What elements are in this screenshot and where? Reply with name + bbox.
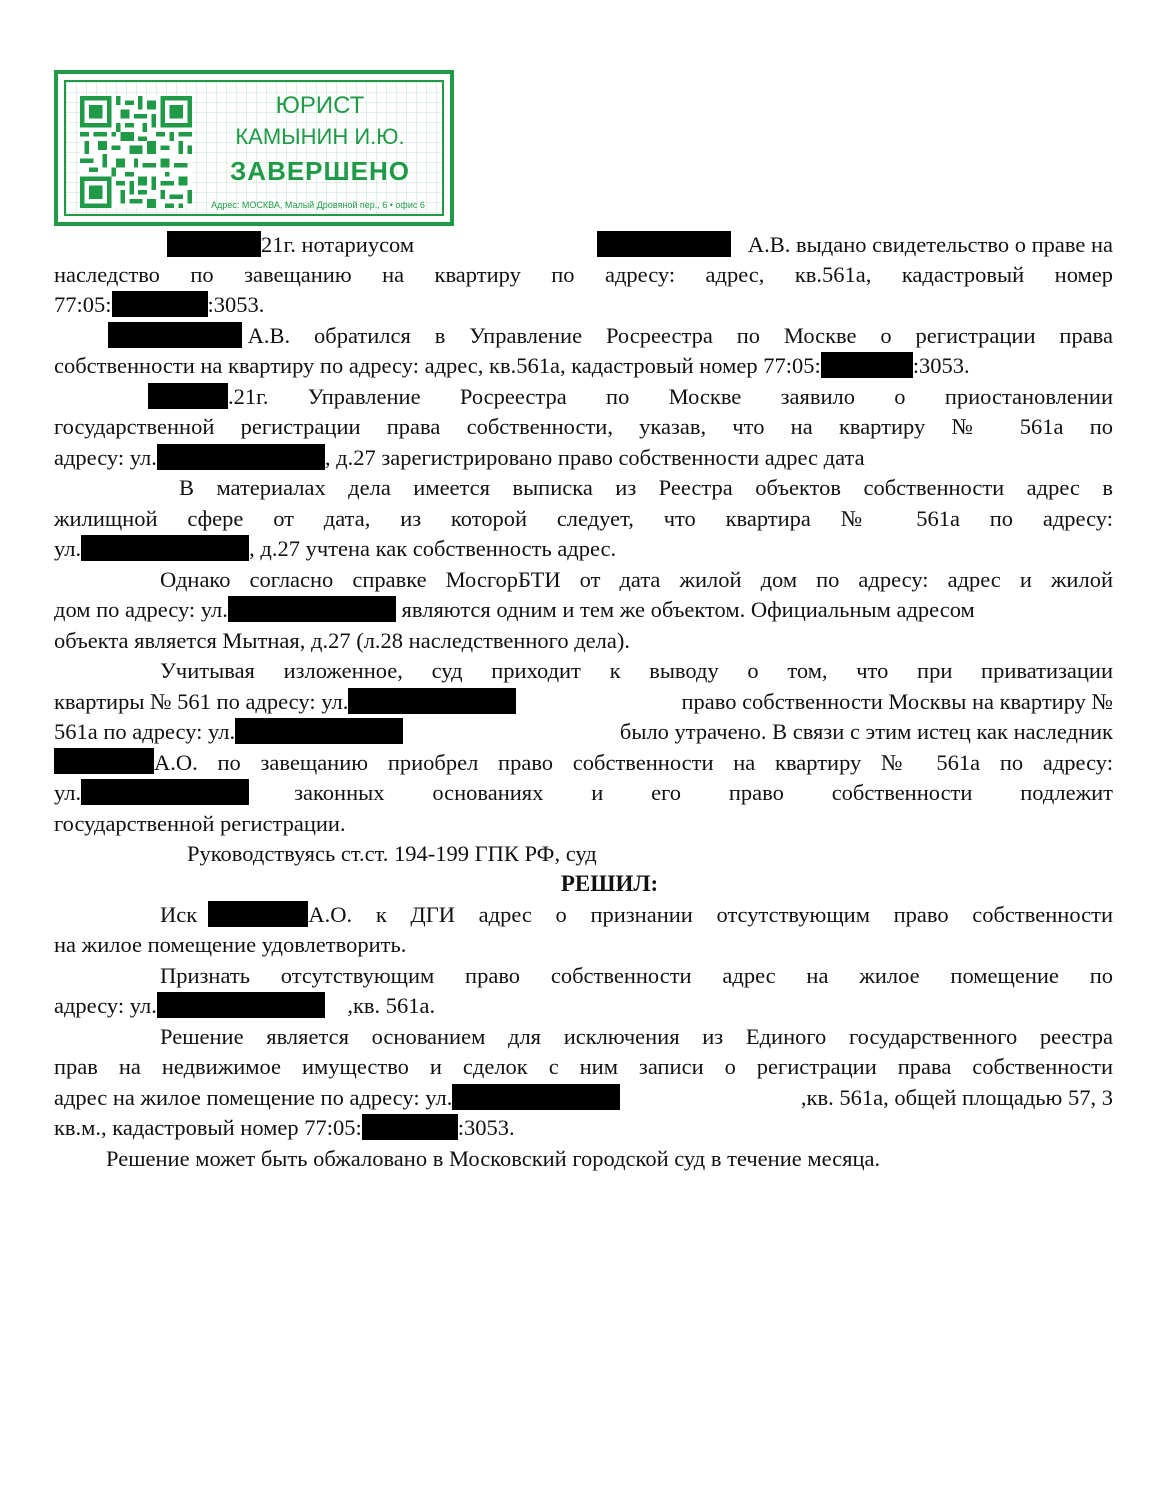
redaction (157, 992, 325, 1018)
text-segment: адресу: ул. (54, 993, 157, 1018)
text-segment: 21г. нотариусом (261, 232, 415, 257)
paragraph-10-line-4 (54, 1113, 1113, 1143)
redaction (208, 901, 308, 927)
paragraph-4-line-3 (54, 534, 1113, 564)
paragraph-10-line-2: прав на недвижимое имущество и сделок с ним записи о регистрации права собственности (54, 1054, 1113, 1079)
text-segment: 561а по адресу: ул. (54, 719, 236, 744)
stamp-name: КАМЫНИН И.Ю. (235, 124, 405, 149)
text-segment: дом по адресу: ул. (54, 597, 228, 622)
paragraph-2-line-1 (54, 321, 1113, 351)
paragraph-8-line-1 (54, 900, 1113, 930)
paragraph-10-line-3 (54, 1083, 1113, 1113)
text-segment: В материалах дела имеется выписка из Реестра объектов собственности адрес в (179, 475, 1113, 500)
text-segment: квартиры № 561 по адресу: ул. (54, 689, 349, 714)
redaction (597, 231, 731, 257)
text-segment: адресу: ул. (54, 445, 157, 470)
text-segment: :3053. (207, 292, 265, 317)
text-segment: Однако согласно справке МосгорБТИ от дата жилой дом по адресу: адрес и жилой (160, 567, 1113, 592)
redaction (821, 352, 913, 378)
redaction (54, 748, 154, 774)
redaction (348, 688, 516, 714)
redaction (167, 231, 261, 257)
text-segment: Признать отсутствующим право собственности адрес на жилое помещение по (160, 963, 1113, 988)
stamp-title: ЮРИСТ (275, 92, 365, 119)
paragraph-7: Руководствуясь ст.ст. 194-199 ГПК РФ, суд (187, 841, 597, 866)
text-segment: , д.27 зарегистрировано право собственности адрес дата (324, 445, 865, 470)
text-segment: Учитывая изложенное, суд приходит к выводу о том, что при приватизации (160, 658, 1113, 683)
text-segment: Решение является основанием для исключения из Единого государственного реестра (160, 1024, 1113, 1049)
redaction (157, 444, 325, 470)
stamp-status: ЗАВЕРШЕНО (230, 156, 410, 186)
text-segment: 77:05: (54, 292, 112, 317)
redaction (452, 1084, 620, 1110)
text-segment: А.О. по завещанию приобрел право собственности на квартиру № 561а по адресу: (154, 750, 1113, 775)
text-segment: :3053. (457, 1115, 515, 1140)
stamp-address: Адрес: МОСКВА, Малый Дровяной пер., 6 • офис 6 (211, 200, 425, 210)
text-segment: право собственности Москвы на квартиру № (681, 689, 1113, 714)
paragraph-9-line-1 (54, 961, 1113, 991)
text-segment: ,кв. 561а, общей площадью 57, 3 (800, 1085, 1113, 1110)
paragraph-6-line-2 (54, 687, 1113, 717)
redaction (228, 596, 396, 622)
decision-heading: РЕШИЛ: (560, 871, 659, 896)
stamp-grid (64, 80, 444, 216)
text-segment: было утрачено. В связи с этим истец как наследник (619, 719, 1113, 744)
qr-code-icon (80, 96, 192, 208)
redaction (81, 535, 249, 561)
text-segment: ,кв. 561а. (347, 993, 436, 1018)
text-segment: А.В. обратился в Управление Росреестра по Москве о регистрации права (247, 323, 1113, 348)
paragraph-2-line-2 (54, 351, 1113, 381)
paragraph-5-line-2 (54, 595, 1113, 625)
text-segment: адрес на жилое помещение по адресу: ул. (54, 1085, 453, 1110)
redaction (112, 291, 208, 317)
paragraph-6-line-4 (54, 748, 1113, 778)
text-segment: , д.27 учтена как собственность адрес. (249, 536, 617, 561)
redaction (235, 718, 403, 744)
redaction (362, 1114, 458, 1140)
text-segment: собственности на квартиру по адресу: адрес, кв.561а, кадастровый номер 77:05: (54, 353, 821, 378)
redaction (108, 322, 242, 348)
paragraph-8-line-2: на жилое помещение удовлетворить. (54, 932, 407, 957)
paragraph-6-line-6: государственной регистрации. (54, 811, 346, 836)
text-segment: :3053. (912, 353, 970, 378)
text-segment: законных основаниях и его право собственности подлежит (294, 780, 1113, 805)
lawyer-stamp (54, 70, 454, 226)
paragraph-1-line-1 (54, 230, 1113, 260)
paragraph-1-line-3 (54, 290, 1113, 320)
redaction (81, 779, 249, 805)
text-segment: А.В. выдано свидетельство о праве на (747, 232, 1113, 257)
text-segment: .21г. Управление Росреестра по Москве заявило о приостановлении (228, 384, 1113, 409)
redaction (148, 383, 228, 409)
paragraph-5-line-3: объекта является Мытная, д.27 (л.28 наследственного дела). (54, 628, 630, 653)
text-segment: ул. (54, 536, 82, 561)
text-segment: А.О. к ДГИ адрес о признании отсутствующим право собственности (308, 902, 1113, 927)
text-segment: являются одним и тем же объектом. Официальным адресом (401, 597, 975, 622)
paragraph-3-line-2: государственной регистрации права собственности, указав, что на квартиру № 561а по (54, 414, 1113, 439)
paragraph-6-line-3 (54, 717, 1113, 747)
paragraph-10-line-1 (54, 1022, 1113, 1052)
text-segment: ул. (54, 780, 82, 805)
paragraph-5-line-1 (54, 565, 1113, 595)
paragraph-6-line-1 (54, 656, 1113, 686)
paragraph-4-line-2: жилищной сфере от дата, из которой следует, что квартира № 561а по адресу: (54, 506, 1113, 531)
paragraph-3-line-1 (54, 382, 1113, 412)
paragraph-4-line-1 (54, 473, 1113, 503)
paragraph-11: Решение может быть обжаловано в Московский городской суд в течение месяца. (106, 1146, 881, 1171)
paragraph-3-line-3 (54, 443, 1113, 473)
text-segment: Иск (160, 902, 198, 927)
text-segment: кв.м., кадастровый номер 77:05: (54, 1115, 362, 1140)
paragraph-6-line-5 (54, 778, 1113, 808)
paragraph-1-line-2: наследство по завещанию на квартиру по адресу: адрес, кв.561а, кадастровый номер (54, 262, 1113, 287)
paragraph-9-line-2 (54, 991, 1113, 1021)
